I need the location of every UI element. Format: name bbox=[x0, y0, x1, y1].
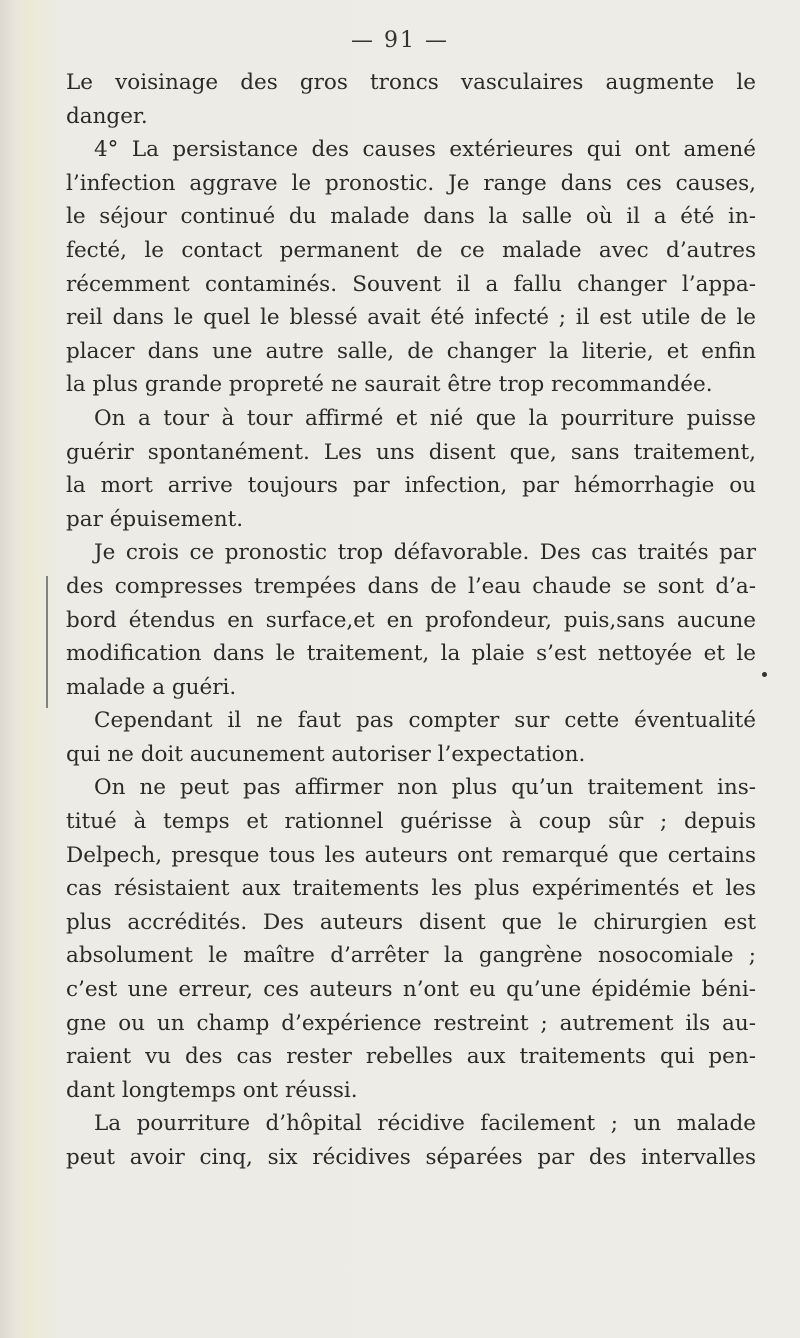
text-line: fecté, le contact permanent de ce malade avec d’autres bbox=[66, 237, 756, 263]
paragraph-7 bbox=[66, 1107, 756, 1174]
paragraph-2 bbox=[66, 133, 756, 402]
text-line: Cependant il ne faut pas compter sur cette éventualité bbox=[94, 708, 756, 734]
paragraph-6 bbox=[66, 771, 756, 1107]
text-line: Le voisinage des gros troncs vasculaires augmente le bbox=[66, 70, 756, 95]
page-number: — 91 — bbox=[351, 28, 449, 53]
body-text bbox=[66, 66, 756, 1175]
text-line: par épuisement. bbox=[66, 506, 244, 532]
text-line: dant longtemps ont réussi. bbox=[66, 1077, 358, 1103]
text-line: l’infection aggrave le pronostic. Je range dans ces causes, bbox=[66, 170, 756, 196]
paragraph-3 bbox=[66, 402, 756, 536]
paragraph-5 bbox=[66, 704, 756, 771]
text-line: la plus grande propreté ne saurait être trop recommandée. bbox=[66, 372, 713, 398]
text-line: modification dans le traitement, la plaie s’est nettoyée et le bbox=[66, 641, 756, 667]
text-line: On a tour à tour affirmé et nié que la pourriture puisse bbox=[94, 405, 756, 431]
text-line: Delpech, presque tous les auteurs ont remarqué que certains bbox=[66, 842, 756, 868]
text-line: absolument le maître d’arrêter la gangrène nosocomiale ; bbox=[66, 943, 756, 969]
margin-dot-mark bbox=[762, 672, 767, 677]
margin-line-mark bbox=[46, 576, 48, 708]
paragraph-4 bbox=[66, 536, 756, 704]
text-line: guérir spontanément. Les uns disent que, sans traitement, bbox=[66, 439, 756, 465]
text-line: qui ne doit aucunement autoriser l’expectation. bbox=[66, 741, 586, 767]
text-line: la mort arrive toujours par infection, par hémorrhagie ou bbox=[66, 473, 756, 499]
text-line: bord étendus en surface,et en profondeur, puis,sans aucune bbox=[66, 607, 756, 633]
text-line: placer dans une autre salle, de changer la literie, et enfin bbox=[66, 338, 756, 364]
text-line: récemment contaminés. Souvent il a fallu changer l’appa- bbox=[66, 271, 756, 297]
text-line: 4° La persistance des causes extérieures qui ont amené bbox=[94, 137, 756, 163]
text-line: reil dans le quel le blessé avait été infecté ; il est utile de le bbox=[66, 305, 756, 331]
text-line: On ne peut pas affirmer non plus qu’un traitement ins- bbox=[94, 775, 756, 801]
text-line: le séjour continué du malade dans la salle où il a été in- bbox=[66, 204, 756, 230]
text-line: gne ou un champ d’expérience restreint ; autrement ils au- bbox=[66, 1010, 756, 1036]
text-line: cas résistaient aux traitements les plus expérimentés et les bbox=[66, 876, 756, 902]
text-line: malade a guéri. bbox=[66, 674, 237, 700]
text-line: La pourriture d’hôpital récidive facilement ; un malade bbox=[94, 1111, 756, 1137]
text-line: des compresses trempées dans de l’eau chaude se sont d’a- bbox=[66, 573, 756, 599]
paragraph-1 bbox=[66, 66, 756, 133]
text-line: Je crois ce pronostic trop défavorable. Des cas traités par bbox=[94, 540, 756, 566]
text-line: c’est une erreur, ces auteurs n’ont eu qu’une épidémie béni- bbox=[66, 977, 756, 1003]
text-line: plus accrédités. Des auteurs disent que le chirurgien est bbox=[66, 909, 756, 935]
text-line: titué à temps et rationnel guérisse à coup sûr ; depuis bbox=[66, 809, 756, 835]
text-line: danger. bbox=[66, 103, 148, 129]
text-line: raient vu des cas rester rebelles aux traitements qui pen- bbox=[66, 1044, 756, 1070]
text-line: peut avoir cinq, six récidives séparées par des intervalles bbox=[66, 1145, 756, 1170]
